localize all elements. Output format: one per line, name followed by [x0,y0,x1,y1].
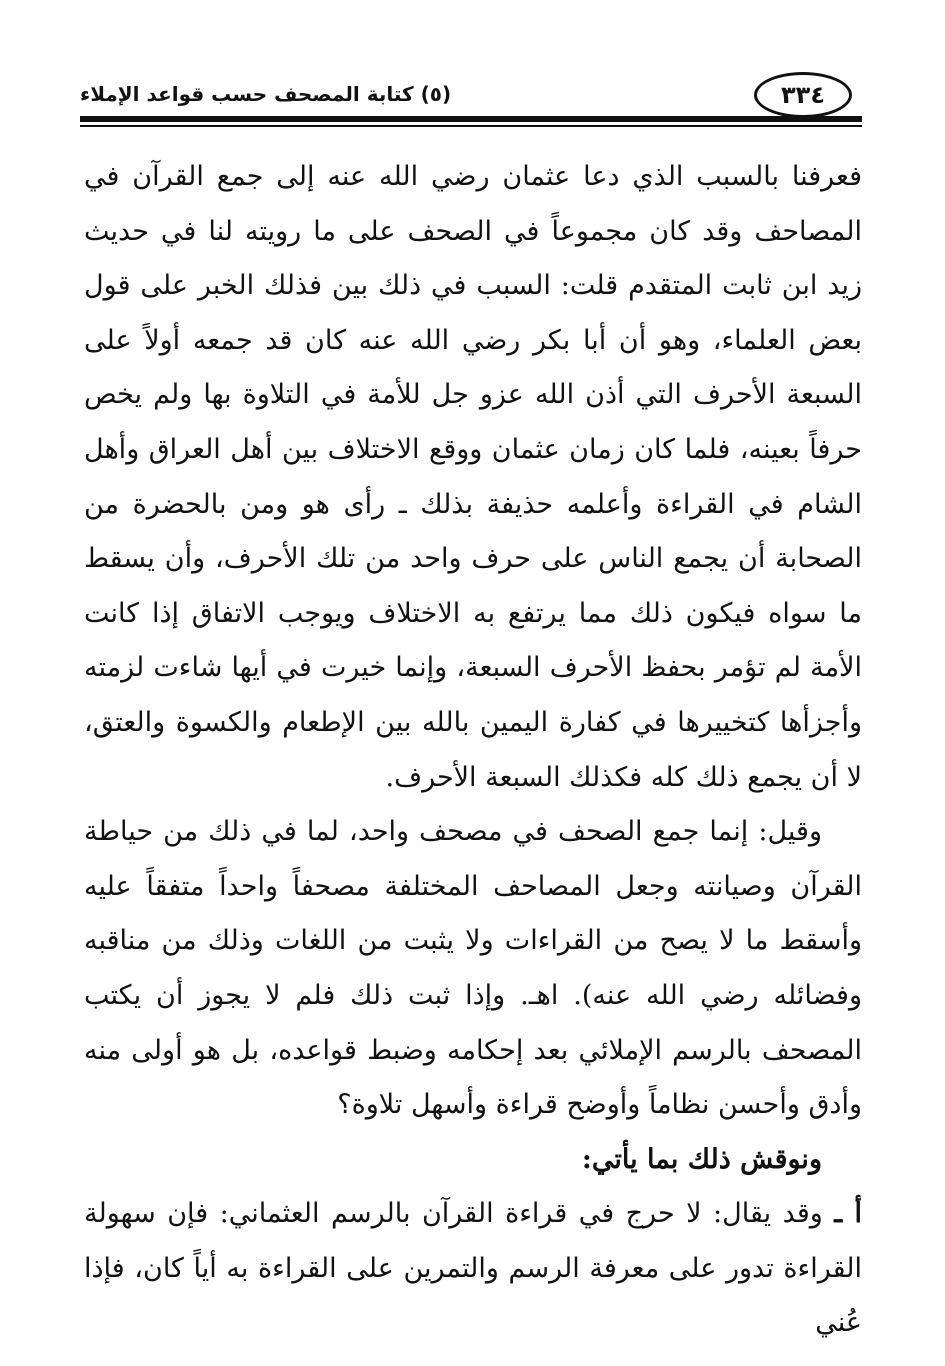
paragraph: فعرفنا بالسبب الذي دعا عثمان رضي الله عنه إلى جمع القرآن في المصاحف وقد كان مجموعاً في الصحف على ما رويته لنا في حديث زيد ابن ثابت المتقدم قلت: السبب في ذلك بين فذلك الخبر على قول بعض العلماء، وهو أن أبا بكر رضي الله عنه كان قد جمعه أولاً على السبعة الأحرف التي أذن الله عزو جل للأمة في التلاوة بها ولم يخص حرفاً بعينه، فلما كان زمان عثمان ووقع الاختلاف بين أهل العراق وأهل الشام في القراءة وأعلمه حذيفة بذلك ـ رأى هو ومن بالحضرة من الصحابة أن يجمع الناس على حرف واحد من تلك الأحرف، وأن يسقط ما سواه فيكون ذلك مما يرتفع به الاختلاف ويوجب الاتفاق إذا كانت الأمة لم تؤمر بحفظ الأحرف السبعة، وإنما خيرت في أيها شاءت لزمته وأجزأها كتخييرها في كفارة اليمين بالله بين الإطعام والكسوة والعتق، لا أن يجمع ذلك كله فكذلك السبعة الأحرف. [84,161,862,793]
paragraph: ونوقش ذلك بما يأتي: [581,1143,822,1175]
running-header [80,68,862,130]
header-rule-thick [80,116,862,122]
list-item-text: وقد يقال: لا حرج في قراءة القرآن بالرسم العثماني: فإن سهولة القراءة تدور على معرفة الرسم والتمرين على القراءة به أياً كان، فإذا عُني [84,1198,862,1339]
header-rule-thin [80,125,862,127]
chapter-title: (٥) كتابة المصحف حسب قواعد الإملاء [80,82,452,106]
paragraph: وقيل: إنما جمع الصحف في مصحف واحد، لما في ذلك من حياطة القرآن وصيانته وجعل المصاحف المختلفة مصحفاً واحداً متفقاً عليه وأسقط ما لا يصح من القراءات ولا يثبت من اللغات وذلك من مناقبه وفضائله رضي الله عنه). اهـ. وإذا ثبت ذلك فلم لا يجوز أن يكتب المصحف بالرسم الإملائي بعد إحكامه وضبط قواعده، بل هو أولى منه وأدق وأحسن نظاماً وأوضح قراءة وأسهل تلاوة؟ [84,816,862,1121]
page-body [84,150,862,1351]
list-item [84,1187,862,1351]
list-marker: أ ـ [834,1198,862,1230]
page-number: ٣٣٤ [754,72,852,118]
